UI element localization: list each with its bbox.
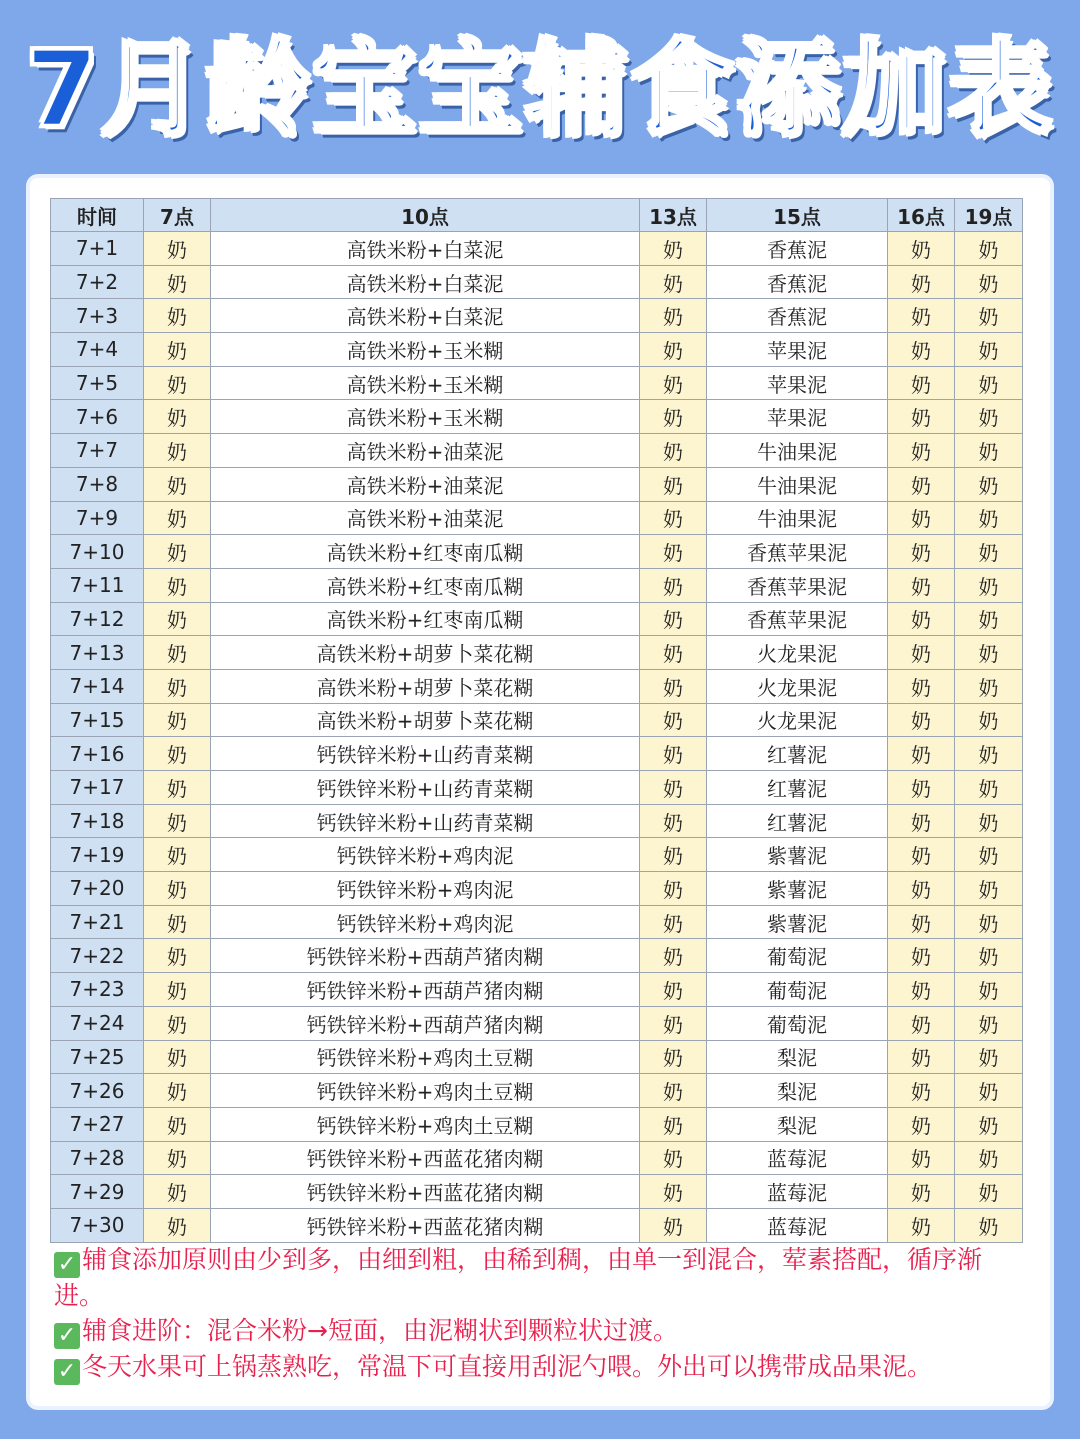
cell-7am: 奶 — [144, 973, 211, 1007]
cell-3pm: 紫薯泥 — [707, 838, 888, 872]
cell-10am: 高铁米粉+玉米糊 — [211, 333, 640, 367]
cell-4pm: 奶 — [888, 1040, 955, 1074]
cell-7am: 奶 — [144, 1074, 211, 1108]
cell-10am: 钙铁锌米粉+鸡肉土豆糊 — [211, 1040, 640, 1074]
cell-3pm: 梨泥 — [707, 1040, 888, 1074]
cell-1pm: 奶 — [640, 602, 707, 636]
cell-10am: 钙铁锌米粉+山药青菜糊 — [211, 771, 640, 805]
cell-7am: 奶 — [144, 939, 211, 973]
cell-1pm: 奶 — [640, 1107, 707, 1141]
feeding-schedule-table — [50, 198, 1023, 1243]
cell-10am: 高铁米粉+白菜泥 — [211, 232, 640, 266]
cell-time: 7+10 — [51, 535, 144, 569]
cell-10am: 高铁米粉+玉米糊 — [211, 366, 640, 400]
cell-7am: 奶 — [144, 333, 211, 367]
cell-10am: 钙铁锌米粉+西蓝花猪肉糊 — [211, 1141, 640, 1175]
cell-1pm: 奶 — [640, 568, 707, 602]
cell-4pm: 奶 — [888, 501, 955, 535]
cell-3pm: 香蕉泥 — [707, 232, 888, 266]
cell-1pm: 奶 — [640, 973, 707, 1007]
cell-4pm: 奶 — [888, 299, 955, 333]
cell-time: 7+24 — [51, 1006, 144, 1040]
cell-1pm: 奶 — [640, 939, 707, 973]
cell-4pm: 奶 — [888, 366, 955, 400]
table-row — [51, 535, 1023, 569]
cell-7pm: 奶 — [955, 804, 1023, 838]
cell-7am: 奶 — [144, 1107, 211, 1141]
cell-time: 7+26 — [51, 1074, 144, 1108]
table-row — [51, 467, 1023, 501]
cell-3pm: 苹果泥 — [707, 333, 888, 367]
cell-7pm: 奶 — [955, 905, 1023, 939]
cell-3pm: 红薯泥 — [707, 771, 888, 805]
table-row — [51, 1006, 1023, 1040]
cell-time: 7+21 — [51, 905, 144, 939]
cell-7pm: 奶 — [955, 636, 1023, 670]
cell-time: 7+15 — [51, 703, 144, 737]
cell-10am: 高铁米粉+白菜泥 — [211, 299, 640, 333]
cell-1pm: 奶 — [640, 669, 707, 703]
cell-time: 7+20 — [51, 872, 144, 906]
table-row — [51, 669, 1023, 703]
cell-time: 7+22 — [51, 939, 144, 973]
cell-1pm: 奶 — [640, 265, 707, 299]
table-body — [51, 232, 1023, 1243]
cell-10am: 钙铁锌米粉+山药青菜糊 — [211, 804, 640, 838]
cell-4pm: 奶 — [888, 1107, 955, 1141]
cell-7am: 奶 — [144, 501, 211, 535]
cell-10am: 高铁米粉+油菜泥 — [211, 467, 640, 501]
cell-4pm: 奶 — [888, 771, 955, 805]
cell-3pm: 香蕉苹果泥 — [707, 602, 888, 636]
table-row — [51, 636, 1023, 670]
cell-time: 7+7 — [51, 434, 144, 468]
cell-time: 7+12 — [51, 602, 144, 636]
cell-time: 7+19 — [51, 838, 144, 872]
note-item — [54, 1349, 1024, 1385]
note-text: 冬天水果可上锅蒸熟吃，常温下可直接用刮泥勺喂。外出可以携带成品果泥。 — [82, 1352, 933, 1381]
page-title: 7月龄宝宝辅食添加表 — [25, 28, 1055, 150]
cell-4pm: 奶 — [888, 804, 955, 838]
note-text: 辅食添加原则由少到多，由细到粗，由稀到稠，由单一到混合，荤素搭配，循序渐进。 — [54, 1245, 983, 1310]
cell-10am: 高铁米粉+红枣南瓜糊 — [211, 535, 640, 569]
table-row — [51, 872, 1023, 906]
cell-7am: 奶 — [144, 568, 211, 602]
cell-7pm: 奶 — [955, 1107, 1023, 1141]
header-10am: 10点 — [211, 199, 640, 232]
header-7pm: 19点 — [955, 199, 1023, 232]
cell-3pm: 香蕉泥 — [707, 265, 888, 299]
cell-10am: 高铁米粉+红枣南瓜糊 — [211, 568, 640, 602]
cell-1pm: 奶 — [640, 467, 707, 501]
cell-7am: 奶 — [144, 703, 211, 737]
cell-1pm: 奶 — [640, 737, 707, 771]
cell-3pm: 紫薯泥 — [707, 872, 888, 906]
cell-7pm: 奶 — [955, 669, 1023, 703]
cell-3pm: 火龙果泥 — [707, 703, 888, 737]
cell-10am: 钙铁锌米粉+西葫芦猪肉糊 — [211, 939, 640, 973]
cell-7am: 奶 — [144, 1175, 211, 1209]
cell-1pm: 奶 — [640, 535, 707, 569]
cell-7pm: 奶 — [955, 838, 1023, 872]
cell-7pm: 奶 — [955, 467, 1023, 501]
cell-7am: 奶 — [144, 467, 211, 501]
cell-time: 7+17 — [51, 771, 144, 805]
cell-7am: 奶 — [144, 602, 211, 636]
table-row — [51, 737, 1023, 771]
table-row — [51, 1175, 1023, 1209]
cell-1pm: 奶 — [640, 636, 707, 670]
cell-10am: 钙铁锌米粉+鸡肉土豆糊 — [211, 1107, 640, 1141]
cell-7am: 奶 — [144, 299, 211, 333]
cell-7am: 奶 — [144, 1040, 211, 1074]
cell-4pm: 奶 — [888, 1208, 955, 1242]
cell-4pm: 奶 — [888, 939, 955, 973]
cell-1pm: 奶 — [640, 1040, 707, 1074]
cell-10am: 钙铁锌米粉+鸡肉土豆糊 — [211, 1074, 640, 1108]
schedule-card — [30, 178, 1050, 1406]
cell-1pm: 奶 — [640, 366, 707, 400]
table-row — [51, 1107, 1023, 1141]
cell-7am: 奶 — [144, 669, 211, 703]
cell-4pm: 奶 — [888, 1175, 955, 1209]
table-row — [51, 232, 1023, 266]
cell-time: 7+16 — [51, 737, 144, 771]
cell-10am: 高铁米粉+胡萝卜菜花糊 — [211, 703, 640, 737]
cell-1pm: 奶 — [640, 1141, 707, 1175]
check-mark-icon: ✓ — [54, 1323, 80, 1349]
cell-3pm: 香蕉苹果泥 — [707, 535, 888, 569]
cell-1pm: 奶 — [640, 333, 707, 367]
cell-7pm: 奶 — [955, 568, 1023, 602]
cell-4pm: 奶 — [888, 905, 955, 939]
cell-time: 7+27 — [51, 1107, 144, 1141]
header-3pm: 15点 — [707, 199, 888, 232]
cell-10am: 高铁米粉+玉米糊 — [211, 400, 640, 434]
cell-time: 7+29 — [51, 1175, 144, 1209]
check-mark-icon: ✓ — [54, 1359, 80, 1385]
cell-time: 7+3 — [51, 299, 144, 333]
cell-3pm: 葡萄泥 — [707, 973, 888, 1007]
cell-1pm: 奶 — [640, 1006, 707, 1040]
cell-3pm: 火龙果泥 — [707, 636, 888, 670]
cell-7pm: 奶 — [955, 1074, 1023, 1108]
cell-3pm: 火龙果泥 — [707, 669, 888, 703]
cell-7am: 奶 — [144, 804, 211, 838]
cell-4pm: 奶 — [888, 535, 955, 569]
cell-4pm: 奶 — [888, 1074, 955, 1108]
cell-7am: 奶 — [144, 535, 211, 569]
cell-10am: 钙铁锌米粉+山药青菜糊 — [211, 737, 640, 771]
cell-7pm: 奶 — [955, 1208, 1023, 1242]
cell-7pm: 奶 — [955, 400, 1023, 434]
note-item — [54, 1313, 1024, 1349]
cell-7am: 奶 — [144, 905, 211, 939]
table-row — [51, 265, 1023, 299]
cell-10am: 钙铁锌米粉+鸡肉泥 — [211, 872, 640, 906]
cell-time: 7+30 — [51, 1208, 144, 1242]
table-row — [51, 333, 1023, 367]
cell-1pm: 奶 — [640, 838, 707, 872]
table-row — [51, 838, 1023, 872]
cell-1pm: 奶 — [640, 434, 707, 468]
cell-7pm: 奶 — [955, 703, 1023, 737]
cell-1pm: 奶 — [640, 905, 707, 939]
cell-7pm: 奶 — [955, 366, 1023, 400]
cell-10am: 钙铁锌米粉+西蓝花猪肉糊 — [211, 1175, 640, 1209]
cell-7pm: 奶 — [955, 737, 1023, 771]
cell-7pm: 奶 — [955, 299, 1023, 333]
header-7am: 7点 — [144, 199, 211, 232]
cell-7pm: 奶 — [955, 501, 1023, 535]
cell-time: 7+28 — [51, 1141, 144, 1175]
cell-7pm: 奶 — [955, 535, 1023, 569]
cell-7pm: 奶 — [955, 939, 1023, 973]
cell-3pm: 苹果泥 — [707, 366, 888, 400]
cell-time: 7+8 — [51, 467, 144, 501]
cell-time: 7+2 — [51, 265, 144, 299]
table-row — [51, 804, 1023, 838]
cell-1pm: 奶 — [640, 872, 707, 906]
cell-7am: 奶 — [144, 1208, 211, 1242]
cell-3pm: 牛油果泥 — [707, 467, 888, 501]
cell-4pm: 奶 — [888, 973, 955, 1007]
cell-7am: 奶 — [144, 636, 211, 670]
cell-time: 7+11 — [51, 568, 144, 602]
cell-7pm: 奶 — [955, 771, 1023, 805]
cell-time: 7+18 — [51, 804, 144, 838]
cell-7pm: 奶 — [955, 602, 1023, 636]
cell-time: 7+9 — [51, 501, 144, 535]
cell-4pm: 奶 — [888, 434, 955, 468]
cell-3pm: 香蕉泥 — [707, 299, 888, 333]
table-header-row — [51, 199, 1023, 232]
check-mark-icon: ✓ — [54, 1252, 80, 1278]
cell-1pm: 奶 — [640, 1208, 707, 1242]
note-text: 辅食进阶：混合米粉→短面，由泥糊状到颗粒状过渡。 — [82, 1316, 678, 1345]
cell-4pm: 奶 — [888, 467, 955, 501]
cell-1pm: 奶 — [640, 400, 707, 434]
notes-section — [54, 1242, 1024, 1385]
cell-3pm: 葡萄泥 — [707, 1006, 888, 1040]
cell-4pm: 奶 — [888, 400, 955, 434]
cell-3pm: 梨泥 — [707, 1074, 888, 1108]
cell-4pm: 奶 — [888, 1006, 955, 1040]
cell-7pm: 奶 — [955, 265, 1023, 299]
cell-7am: 奶 — [144, 400, 211, 434]
cell-time: 7+5 — [51, 366, 144, 400]
cell-7pm: 奶 — [955, 434, 1023, 468]
cell-7pm: 奶 — [955, 1141, 1023, 1175]
cell-3pm: 蓝莓泥 — [707, 1208, 888, 1242]
cell-10am: 钙铁锌米粉+西葫芦猪肉糊 — [211, 973, 640, 1007]
cell-3pm: 葡萄泥 — [707, 939, 888, 973]
cell-time: 7+6 — [51, 400, 144, 434]
cell-7am: 奶 — [144, 1141, 211, 1175]
cell-time: 7+1 — [51, 232, 144, 266]
cell-10am: 高铁米粉+胡萝卜菜花糊 — [211, 636, 640, 670]
table-row — [51, 939, 1023, 973]
cell-3pm: 牛油果泥 — [707, 434, 888, 468]
header-1pm: 13点 — [640, 199, 707, 232]
table-row — [51, 703, 1023, 737]
cell-7pm: 奶 — [955, 1006, 1023, 1040]
cell-time: 7+4 — [51, 333, 144, 367]
cell-4pm: 奶 — [888, 333, 955, 367]
cell-3pm: 红薯泥 — [707, 804, 888, 838]
header-time: 时间 — [51, 199, 144, 232]
cell-4pm: 奶 — [888, 1141, 955, 1175]
table-row — [51, 501, 1023, 535]
cell-4pm: 奶 — [888, 265, 955, 299]
cell-4pm: 奶 — [888, 232, 955, 266]
table-row — [51, 568, 1023, 602]
cell-1pm: 奶 — [640, 804, 707, 838]
cell-10am: 高铁米粉+油菜泥 — [211, 501, 640, 535]
cell-7am: 奶 — [144, 232, 211, 266]
cell-10am: 钙铁锌米粉+鸡肉泥 — [211, 838, 640, 872]
table-row — [51, 973, 1023, 1007]
cell-10am: 钙铁锌米粉+鸡肉泥 — [211, 905, 640, 939]
cell-1pm: 奶 — [640, 232, 707, 266]
cell-10am: 高铁米粉+白菜泥 — [211, 265, 640, 299]
cell-3pm: 梨泥 — [707, 1107, 888, 1141]
cell-4pm: 奶 — [888, 872, 955, 906]
cell-1pm: 奶 — [640, 771, 707, 805]
table-row — [51, 366, 1023, 400]
cell-4pm: 奶 — [888, 737, 955, 771]
cell-1pm: 奶 — [640, 501, 707, 535]
cell-3pm: 苹果泥 — [707, 400, 888, 434]
cell-3pm: 蓝莓泥 — [707, 1141, 888, 1175]
cell-7am: 奶 — [144, 265, 211, 299]
cell-7pm: 奶 — [955, 232, 1023, 266]
cell-3pm: 蓝莓泥 — [707, 1175, 888, 1209]
cell-7pm: 奶 — [955, 333, 1023, 367]
table-row — [51, 1040, 1023, 1074]
cell-3pm: 香蕉苹果泥 — [707, 568, 888, 602]
table-row — [51, 1208, 1023, 1242]
cell-7am: 奶 — [144, 366, 211, 400]
cell-7pm: 奶 — [955, 872, 1023, 906]
cell-7pm: 奶 — [955, 973, 1023, 1007]
cell-4pm: 奶 — [888, 703, 955, 737]
cell-10am: 钙铁锌米粉+西蓝花猪肉糊 — [211, 1208, 640, 1242]
table-row — [51, 602, 1023, 636]
table-row — [51, 905, 1023, 939]
cell-10am: 高铁米粉+红枣南瓜糊 — [211, 602, 640, 636]
cell-4pm: 奶 — [888, 636, 955, 670]
cell-4pm: 奶 — [888, 838, 955, 872]
cell-1pm: 奶 — [640, 703, 707, 737]
table-row — [51, 1141, 1023, 1175]
cell-4pm: 奶 — [888, 669, 955, 703]
cell-10am: 钙铁锌米粉+西葫芦猪肉糊 — [211, 1006, 640, 1040]
table-row — [51, 434, 1023, 468]
cell-4pm: 奶 — [888, 602, 955, 636]
cell-7am: 奶 — [144, 771, 211, 805]
cell-3pm: 红薯泥 — [707, 737, 888, 771]
cell-7am: 奶 — [144, 1006, 211, 1040]
cell-7am: 奶 — [144, 838, 211, 872]
cell-1pm: 奶 — [640, 1175, 707, 1209]
note-item — [54, 1242, 1024, 1313]
cell-7am: 奶 — [144, 737, 211, 771]
header-4pm: 16点 — [888, 199, 955, 232]
cell-4pm: 奶 — [888, 568, 955, 602]
table-row — [51, 771, 1023, 805]
cell-3pm: 紫薯泥 — [707, 905, 888, 939]
cell-10am: 高铁米粉+胡萝卜菜花糊 — [211, 669, 640, 703]
table-row — [51, 1074, 1023, 1108]
cell-1pm: 奶 — [640, 1074, 707, 1108]
cell-7am: 奶 — [144, 872, 211, 906]
cell-10am: 高铁米粉+油菜泥 — [211, 434, 640, 468]
cell-7pm: 奶 — [955, 1175, 1023, 1209]
cell-3pm: 牛油果泥 — [707, 501, 888, 535]
cell-7am: 奶 — [144, 434, 211, 468]
cell-1pm: 奶 — [640, 299, 707, 333]
cell-time: 7+23 — [51, 973, 144, 1007]
table-row — [51, 299, 1023, 333]
cell-7pm: 奶 — [955, 1040, 1023, 1074]
cell-time: 7+14 — [51, 669, 144, 703]
cell-time: 7+13 — [51, 636, 144, 670]
table-row — [51, 400, 1023, 434]
cell-time: 7+25 — [51, 1040, 144, 1074]
